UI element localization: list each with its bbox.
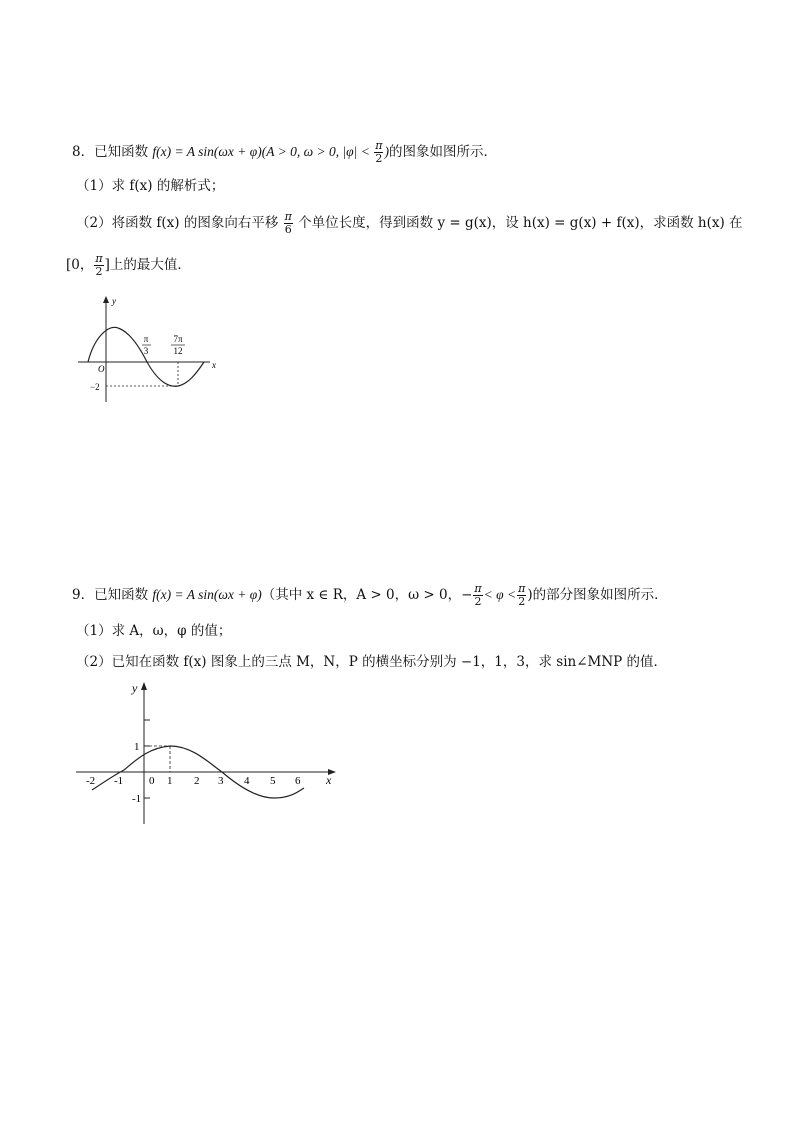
- q8-formula-close: ): [384, 144, 389, 159]
- q9-y-label: y: [132, 681, 138, 695]
- q8-origin-label: O: [98, 364, 105, 374]
- q9-x-label: x: [326, 773, 332, 787]
- q8-part2-interval: [66, 253, 191, 278]
- q9-y-arrow: [141, 682, 147, 690]
- q9-cond-fraction-1: $\frac{\pi}{2}$: [474, 582, 482, 608]
- q8-stem-pre: 已知函数: [94, 144, 149, 160]
- q9-cond-b: )的部分图象如图所示．: [527, 587, 668, 603]
- q9-y-tick-label-1: 1: [134, 741, 140, 753]
- q8-part2-a: （2）将函数 f(x) 的图象向右平移: [76, 215, 279, 231]
- q8-graph: [70, 290, 230, 410]
- q8-x-label: x: [212, 360, 216, 370]
- q8-y-arrow: [103, 296, 109, 303]
- q8-interval-fraction: $\frac{\pi}{2}$: [95, 252, 103, 278]
- q9-cond-fraction-2: $\frac{\pi}{2}$: [518, 582, 526, 608]
- q9-cond-a: （其中 x ∈ R，A > 0，ω > 0，−: [261, 587, 473, 603]
- q8-tick-7pi12-num: 7π: [173, 334, 183, 344]
- q9-x-tick-label: -2: [86, 775, 96, 787]
- q8-part1: （1）求 f(x) 的解析式；: [76, 178, 225, 194]
- q8-stem-post: 的图象如图所示．: [388, 144, 497, 160]
- q9-number: 9．: [72, 587, 95, 603]
- q9-graph: [70, 678, 350, 828]
- q9-x-tick-label: 0: [149, 775, 155, 787]
- q8-number: 8．: [72, 144, 95, 160]
- q9-stem: [72, 583, 668, 608]
- q9-part2: （2）已知在函数 f(x) 图象上的三点 M，N，P 的横坐标分别为 −1，1，3，求 sin∠MNP 的值．: [76, 654, 668, 670]
- q8-tick-7pi12-den: 12: [173, 346, 183, 356]
- q9-x-tick-label: 3: [218, 775, 224, 787]
- q9-cond-mid: < φ <: [483, 587, 517, 602]
- q8-tick-pi3-num: π: [143, 334, 149, 344]
- q8-formula-fraction: $\frac{\pi}{2}$: [375, 139, 383, 165]
- q9-y-tick-label-neg1: -1: [132, 793, 142, 805]
- q9-formula: f(x) = A sin(ωx + φ): [152, 587, 262, 602]
- q8-interval-close: ]上的最大值．: [104, 257, 191, 273]
- q9-stem-pre: 已知函数: [94, 587, 149, 603]
- q9-x-tick-label: 2: [194, 775, 200, 787]
- q8-y-label: y: [112, 296, 116, 306]
- q8-tick-pi3-den: 3: [143, 346, 149, 356]
- q8-interval-open: [0，: [66, 257, 94, 273]
- q9-part1: （1）求 A，ω，φ 的值；: [76, 623, 232, 639]
- q8-stem: [72, 140, 497, 165]
- q9-x-tick-label: -1: [114, 775, 124, 787]
- q8-part2-fraction: $\frac{\pi}{6}$: [284, 210, 292, 236]
- q9-x-tick-label: 6: [295, 775, 301, 787]
- q8-part2-b: 个单位长度，得到函数 y = g(x)，设 h(x) = g(x) + f(x)，求函数 h(x) 在: [298, 215, 743, 231]
- q8-y-min-label: −2: [90, 382, 100, 392]
- q9-x-tick-label: 1: [167, 775, 173, 787]
- q9-x-tick-label: 5: [270, 775, 276, 787]
- q9-x-tick-label: 4: [244, 775, 250, 787]
- q8-formula: f(x) = A sin(ωx + φ)(A > 0, ω > 0, |φ| <: [152, 144, 374, 159]
- q8-part2: [76, 211, 743, 236]
